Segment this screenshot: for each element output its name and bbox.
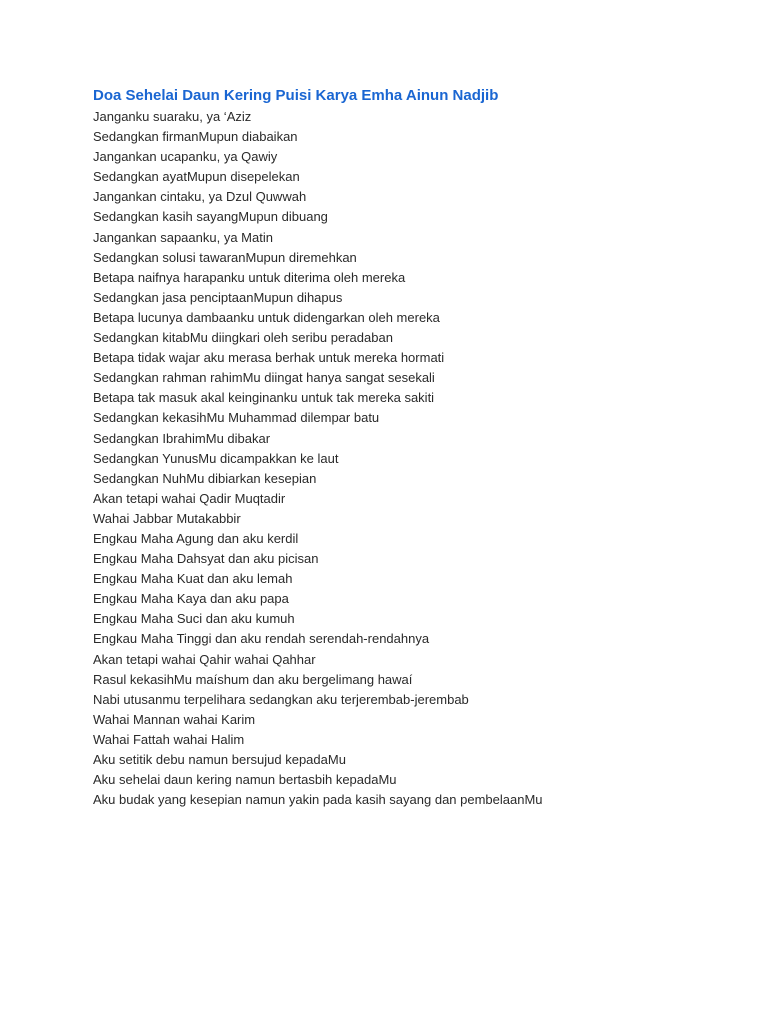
- poem-line: Engkau Maha Kaya dan aku papa: [93, 591, 289, 607]
- poem-line: Betapa naifnya harapanku untuk diterima oleh mereka: [93, 269, 406, 285]
- poem-title: Doa Sehelai Daun Kering Puisi Karya Emha Ainun Nadjib: [93, 87, 499, 104]
- poem-line: Sedangkan jasa penciptaanMupun dihapus: [93, 289, 343, 305]
- poem-line: Engkau Maha Agung dan aku kerdil: [93, 530, 299, 546]
- poem-line: Rasul kekasihMu maíshum dan aku bergelimang hawaí: [93, 671, 413, 687]
- poem-line: Akan tetapi wahai Qahir wahai Qahhar: [93, 651, 316, 667]
- poem-line: Sedangkan kekasihMu Muhammad dilempar batu: [93, 410, 380, 426]
- poem-line: Aku sehelai daun kering namun bertasbih kepadaMu: [93, 772, 397, 788]
- poem-line: Betapa tak masuk akal keinginanku untuk tak mereka sakiti: [93, 390, 435, 406]
- poem-line: Jangankan ucapanku, ya Qawiy: [93, 149, 278, 165]
- poem-line: Akan tetapi wahai Qadir Muqtadir: [93, 490, 286, 506]
- poem-line: Aku setitik debu namun bersujud kepadaMu: [93, 752, 346, 767]
- poem-body: [93, 107, 543, 810]
- poem-line: Sedangkan kasih sayangMupun dibuang: [93, 209, 328, 225]
- poem-line: Sedangkan IbrahimMu dibakar: [93, 430, 271, 446]
- poem-line: Aku budak yang kesepian namun yakin pada kasih sayang dan pembelaanMu: [93, 792, 543, 808]
- poem-line: Betapa lucunya dambaanku untuk didengarkan oleh mereka: [93, 309, 440, 325]
- poem-line: Nabi utusanmu terpelihara sedangkan aku terjerembab-jerembab: [93, 691, 469, 707]
- poem-line: Wahai Fattah wahai Halim: [93, 731, 245, 747]
- poem-line: Sedangkan NuhMu dibiarkan kesepian: [93, 470, 317, 486]
- poem-line: Sedangkan solusi tawaranMupun diremehkan: [93, 249, 357, 265]
- poem-line: Sedangkan ayatMupun disepelekan: [93, 169, 300, 185]
- poem-line: Jangankan cintaku, ya Dzul Quwwah: [93, 189, 307, 205]
- poem-line: Engkau Maha Suci dan aku kumuh: [93, 611, 295, 627]
- poem-line: Sedangkan kitabMu diingkari oleh seribu peradaban: [93, 330, 393, 346]
- poem-line: Engkau Maha Tinggi dan aku rendah serendah-rendahnya: [93, 631, 430, 647]
- poem-line: Engkau Maha Kuat dan aku lemah: [93, 571, 293, 587]
- poem-line: Sedangkan YunusMu dicampakkan ke laut: [93, 450, 339, 466]
- poem-line: Betapa tidak wajar aku merasa berhak untuk mereka hormati: [93, 350, 445, 366]
- poem-line: Sedangkan rahman rahimMu diingat hanya sangat sesekali: [93, 370, 435, 386]
- poem-line: Engkau Maha Dahsyat dan aku picisan: [93, 551, 319, 567]
- poem-line: Wahai Mannan wahai Karim: [93, 711, 256, 727]
- poem-line: Wahai Jabbar Mutakabbir: [93, 510, 241, 526]
- poem-line: Janganku suaraku, ya ‘Aziz: [93, 109, 252, 124]
- poem-line: Sedangkan firmanMupun diabaikan: [93, 129, 298, 145]
- poem-line: Jangankan sapaanku, ya Matin: [93, 229, 273, 245]
